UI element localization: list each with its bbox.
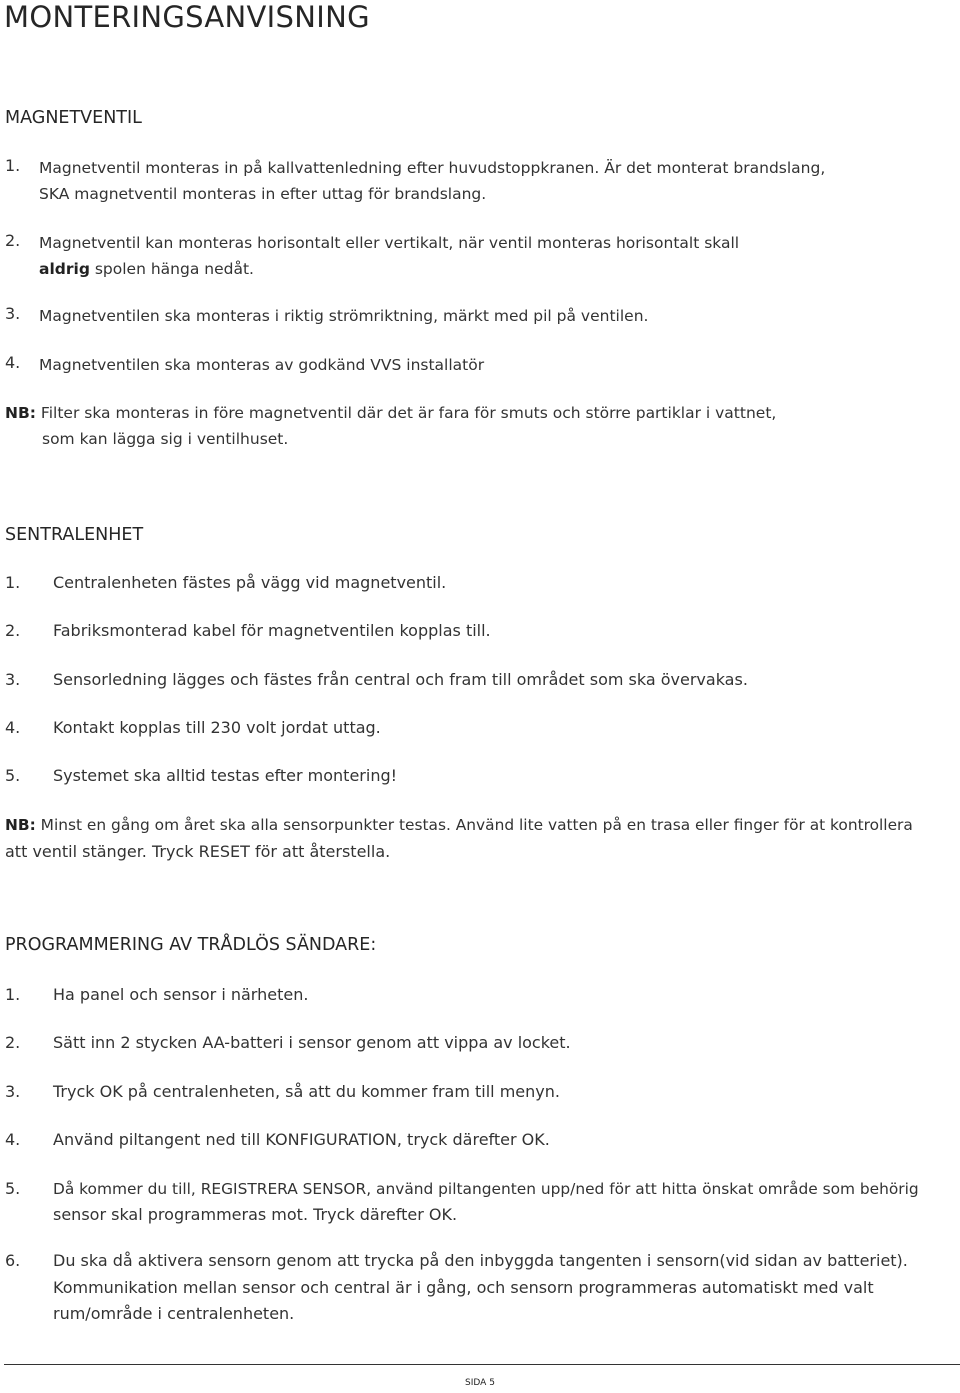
list-number: 3. (5, 304, 21, 323)
list-number: 5. (5, 1179, 21, 1198)
note (5, 400, 776, 426)
list-item-text: Sätt inn 2 stycken AA-batteri i sensor genom att vippa av locket. (53, 1033, 571, 1052)
list-item-text: Sensorledning lägges och fästes från central och fram till området som ska övervakas. (53, 670, 748, 689)
note-text: Minst en gång om året ska alla sensorpunkter testas. Använd lite vatten på en trasa eller finger för at kontrollera (35, 816, 913, 834)
note-label: NB: (5, 816, 36, 834)
list-item-text: Systemet ska alltid testas efter montering! (53, 766, 398, 785)
list-item-text: Kommunikation mellan sensor och central är i gång, och sensorn programmeras automatiskt med valt (53, 1278, 874, 1297)
list-number: 4. (5, 718, 21, 737)
list-item-text: Centralenheten fästes på vägg vid magnetventil. (53, 573, 447, 592)
list-item-text: Du ska då aktivera sensorn genom att trycka på den inbyggda tangenten i sensorn(vid sidan av batteriet). (53, 1251, 908, 1270)
list-number: 3. (5, 1082, 21, 1101)
list-item-text: Då kommer du till, REGISTRERA SENSOR, använd piltangenten upp/ned för att hitta önskat område som behörig (53, 1180, 919, 1198)
list-item-text (39, 256, 254, 282)
list-item-text: Fabriksmonterad kabel för magnetventilen kopplas till. (53, 621, 491, 640)
page-title: MONTERINGSANVISNING (4, 0, 370, 34)
list-item-text: Ha panel och sensor i närheten. (53, 985, 309, 1004)
list-number: 1. (5, 573, 21, 592)
list-item-text: SKA magnetventil monteras in efter uttag för brandslang. (39, 185, 487, 203)
list-item-text: rum/område i centralenheten. (53, 1304, 295, 1323)
list-item-text: sensor skal programmeras mot. Tryck därefter OK. (53, 1205, 458, 1224)
note-label: NB: (5, 404, 36, 422)
list-number: 1. (5, 156, 21, 175)
note-text: att ventil stänger. Tryck RESET för att återstella. (5, 842, 391, 861)
emphasis-text: aldrig (39, 260, 90, 278)
list-number: 2. (5, 1033, 21, 1052)
note (5, 812, 913, 838)
footer-divider (4, 1364, 960, 1365)
list-item-text: Magnetventilen ska monteras i riktig strömriktning, märkt med pil på ventilen. (39, 307, 649, 325)
list-item-text-rest: spolen hänga nedåt. (89, 260, 254, 278)
list-number: 3. (5, 670, 21, 689)
list-item-text: Magnetventilen ska monteras av godkänd VVS installatör (39, 356, 485, 374)
section-heading-sentralenhet: SENTRALENHET (5, 525, 144, 545)
list-number: 1. (5, 985, 21, 1004)
list-number: 4. (5, 1130, 21, 1149)
note-text: Filter ska monteras in före magnetventil där det är fara för smuts och större partiklar i vattnet, (36, 404, 777, 422)
section-heading-magnetventil: MAGNETVENTIL (5, 108, 142, 128)
list-item-text: Kontakt kopplas till 230 volt jordat uttag. (53, 718, 381, 737)
list-number: 2. (5, 231, 21, 250)
page-number: SIDA 5 (465, 1378, 495, 1388)
list-item-text: Tryck OK på centralenheten, så att du kommer fram till menyn. (53, 1082, 560, 1101)
list-item-text: Magnetventil monteras in på kallvattenledning efter huvudstoppkranen. Är det monterat brandslang, (39, 159, 826, 177)
section-heading-programmering: PROGRAMMERING AV TRÅDLÖS SÄNDARE: (5, 935, 377, 955)
list-number: 6. (5, 1251, 21, 1270)
list-number: 4. (5, 353, 21, 372)
note-text: som kan lägga sig i ventilhuset. (42, 430, 289, 448)
list-number: 2. (5, 621, 21, 640)
list-number: 5. (5, 766, 21, 785)
list-item-text: Använd piltangent ned till KONFIGURATION, tryck därefter OK. (53, 1130, 550, 1149)
list-item-text: Magnetventil kan monteras horisontalt eller vertikalt, när ventil monteras horisontalt skall (39, 234, 740, 252)
